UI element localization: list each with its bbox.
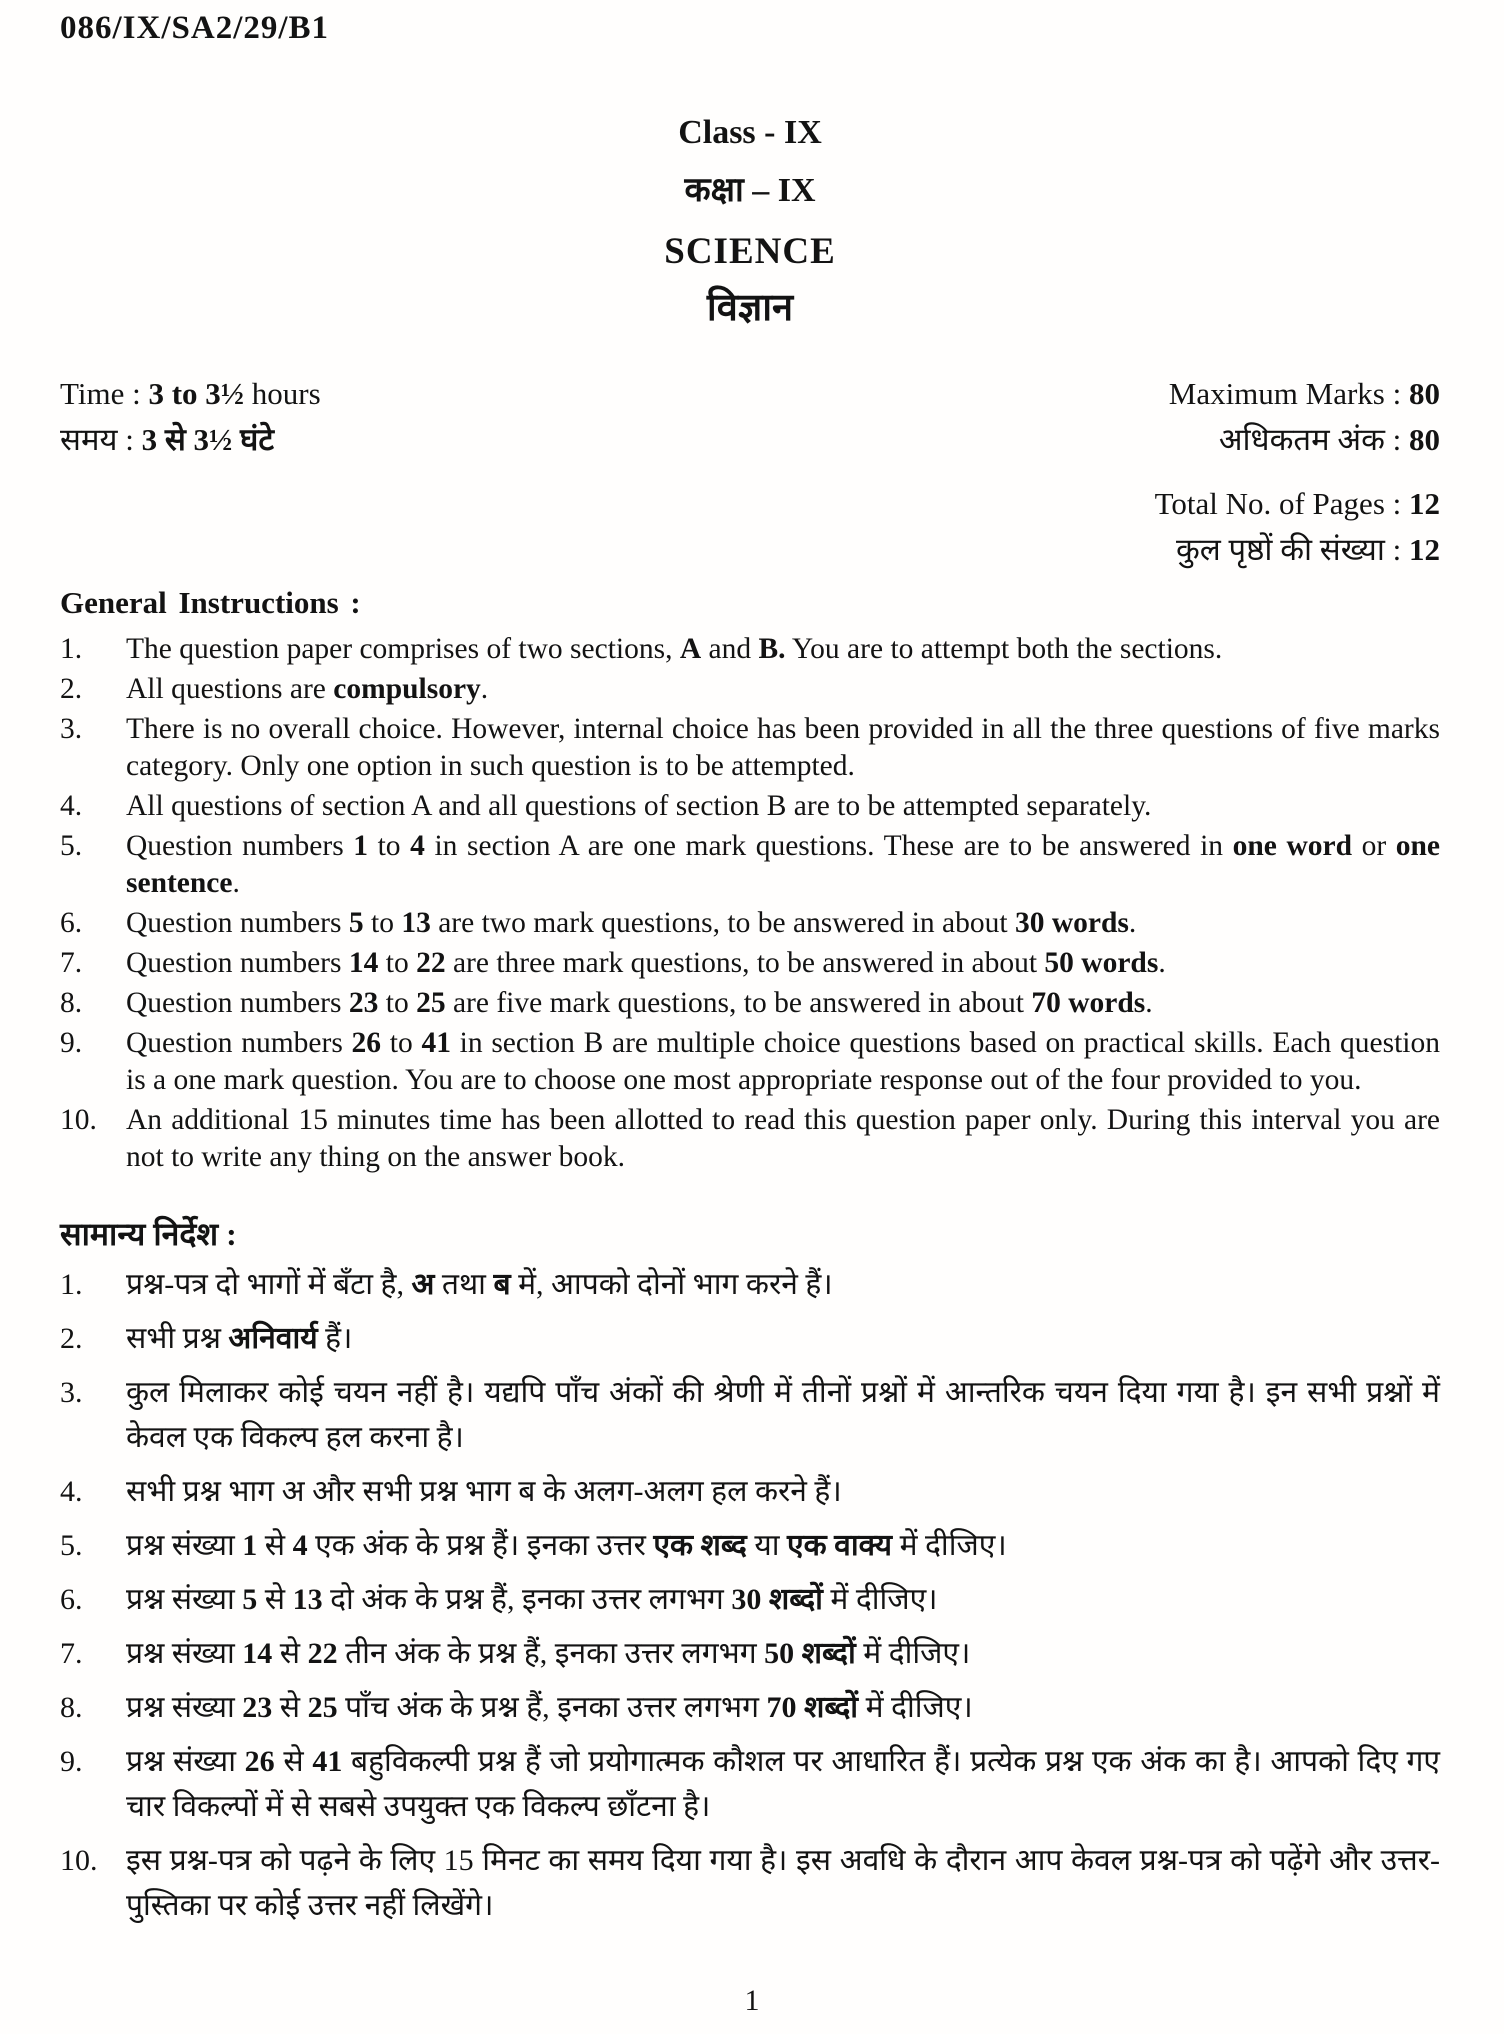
total-pages-english: Total No. of Pages : 12: [1154, 486, 1440, 521]
instruction-text: सभी प्रश्न अनिवार्य हैं।: [126, 1322, 353, 1355]
maximum-marks-english: Maximum Marks : 80: [1168, 376, 1440, 411]
instruction-number: 9.: [60, 1027, 83, 1059]
instruction-number: 2.: [60, 673, 83, 705]
instruction-text: प्रश्न संख्या 1 से 4 एक अंक के प्रश्न हैं। इनका उत्तर एक शब्द या एक वाक्य में दीजिए।: [126, 1529, 1007, 1562]
general-instructions-heading-english: General Instructions :: [60, 585, 361, 620]
instruction-item: [60, 1685, 1440, 1730]
instruction-number: 1.: [60, 1268, 83, 1301]
marks-block: [1169, 373, 1440, 461]
instruction-item: [60, 1739, 1440, 1829]
instruction-item: [60, 1370, 1440, 1460]
instruction-number: 4.: [60, 1475, 83, 1508]
instruction-number: 5.: [60, 830, 83, 862]
general-instructions-list-english: [60, 631, 1440, 1176]
instruction-number: 10.: [60, 1104, 97, 1136]
instruction-text: प्रश्न संख्या 23 से 25 पाँच अंक के प्रश्न हैं, इनका उत्तर लगभग 70 शब्दों में दीजिए।: [126, 1691, 973, 1724]
instruction-item: [60, 788, 1440, 825]
instruction-number: 8.: [60, 1691, 83, 1724]
instruction-item: [60, 711, 1440, 785]
instruction-item: [60, 1316, 1440, 1361]
instruction-number: 8.: [60, 987, 83, 1019]
total-pages-hindi: कुल पृष्ठों की संख्या : 12: [1175, 532, 1440, 567]
instruction-number: 5.: [60, 1529, 83, 1562]
instruction-item: [60, 1838, 1440, 1928]
class-title-hindi: कक्षा – IX: [684, 172, 816, 209]
time-and-marks-row: [60, 373, 1440, 461]
instruction-number: 7.: [60, 947, 83, 979]
time-hindi: समय : 3 से 3½ घंटे: [60, 422, 274, 457]
time-english: Time : 3 to 3½ hours: [60, 376, 321, 411]
instruction-text: Question numbers 14 to 22 are three mark questions, to be answered in about 50 words.: [126, 947, 1166, 979]
class-title-english: Class - IX: [678, 114, 822, 151]
instruction-text: There is no overall choice. However, internal choice has been provided in all the three questions of five marks category. Only one option in such question is to be attempted.: [126, 713, 1440, 782]
instruction-item: [60, 905, 1440, 942]
instruction-item: [60, 828, 1440, 902]
instruction-text: An additional 15 minutes time has been allotted to read this question paper only. During this interval you are not to write any thing on the answer book.: [126, 1104, 1440, 1173]
instruction-text: इस प्रश्न-पत्र को पढ़ने के लिए 15 मिनट का समय दिया गया है। इस अवधि के दौरान आप केवल प्रश्न-पत्र को पढ़ेंगे और उत्तर-पुस्तिका पर कोई उत्तर नहीं लिखेंगे।: [126, 1844, 1440, 1922]
instruction-text: All questions of section A and all questions of section B are to be attempted separately.: [126, 790, 1152, 822]
total-pages-block: [60, 483, 1440, 571]
paper-code: 086/IX/SA2/29/B1: [60, 10, 330, 46]
title-block: [60, 111, 1440, 333]
instruction-number: 2.: [60, 1322, 83, 1355]
instruction-number: 10.: [60, 1844, 98, 1877]
general-instructions-list-hindi: [60, 1262, 1440, 1928]
instruction-number: 7.: [60, 1637, 83, 1670]
instruction-item: [60, 1025, 1440, 1099]
instruction-number: 1.: [60, 633, 83, 665]
instruction-item: [60, 671, 1440, 708]
instruction-item: [60, 1577, 1440, 1622]
instruction-item: [60, 1631, 1440, 1676]
instruction-number: 3.: [60, 713, 83, 745]
instruction-number: 6.: [60, 1583, 83, 1616]
instruction-text: Question numbers 5 to 13 are two mark questions, to be answered in about 30 words.: [126, 907, 1137, 939]
instruction-number: 9.: [60, 1745, 83, 1778]
instruction-item: [60, 1469, 1440, 1514]
page-number: 1: [744, 1984, 760, 2017]
instruction-number: 6.: [60, 907, 83, 939]
instruction-text: प्रश्न संख्या 26 से 41 बहुविकल्पी प्रश्न हैं जो प्रयोगात्मक कौशल पर आधारित हैं। प्रत्येक प्रश्न एक अंक का है। आपको दिए गए चार विकल्पों में से सबसे उपयुक्त एक विकल्प छाँटना है।: [126, 1745, 1441, 1823]
instruction-text: प्रश्न-पत्र दो भागों में बँटा है, अ तथा ब में, आपको दोनों भाग करने हैं।: [126, 1268, 833, 1301]
maximum-marks-hindi: अधिकतम अंक : 80: [1218, 422, 1440, 457]
subject-title-english: SCIENCE: [664, 231, 836, 272]
instruction-item: [60, 631, 1440, 668]
instruction-text: प्रश्न संख्या 14 से 22 तीन अंक के प्रश्न हैं, इनका उत्तर लगभग 50 शब्दों में दीजिए।: [126, 1637, 971, 1670]
instruction-item: [60, 1523, 1440, 1568]
instruction-text: All questions are compulsory.: [126, 673, 489, 705]
time-block: [60, 373, 321, 461]
instruction-text: Question numbers 26 to 41 in section B are multiple choice questions based on practical skills. Each question is a one mark question. You are to choose one most appropriate response out of the four provided to you.: [126, 1027, 1440, 1096]
instruction-text: प्रश्न संख्या 5 से 13 दो अंक के प्रश्न हैं, इनका उत्तर लगभग 30 शब्दों में दीजिए।: [126, 1583, 938, 1616]
instruction-text: सभी प्रश्न भाग अ और सभी प्रश्न भाग ब के अलग-अलग हल करने हैं।: [126, 1475, 842, 1508]
instruction-item: [60, 1262, 1440, 1307]
instruction-number: 4.: [60, 790, 83, 822]
instruction-text: कुल मिलाकर कोई चयन नहीं है। यद्यपि पाँच अंकों की श्रेणी में तीनों प्रश्नों में आन्तरिक चयन दिया गया है। इन सभी प्रश्नों में केवल एक विकल्प हल करना है।: [126, 1376, 1440, 1454]
instruction-number: 3.: [60, 1376, 83, 1409]
general-instructions-heading-hindi: सामान्य निर्देश :: [60, 1216, 237, 1252]
instruction-item: [60, 1102, 1440, 1176]
instruction-item: [60, 985, 1440, 1022]
subject-title-hindi: विज्ञान: [706, 287, 794, 329]
instruction-text: The question paper comprises of two sections, A and B. You are to attempt both the sections.: [126, 633, 1223, 665]
instruction-item: [60, 945, 1440, 982]
instruction-text: Question numbers 23 to 25 are five mark questions, to be answered in about 70 words.: [126, 987, 1153, 1019]
instruction-text: Question numbers 1 to 4 in section A are one mark questions. These are to be answered in one word or one sentence.: [126, 830, 1440, 899]
